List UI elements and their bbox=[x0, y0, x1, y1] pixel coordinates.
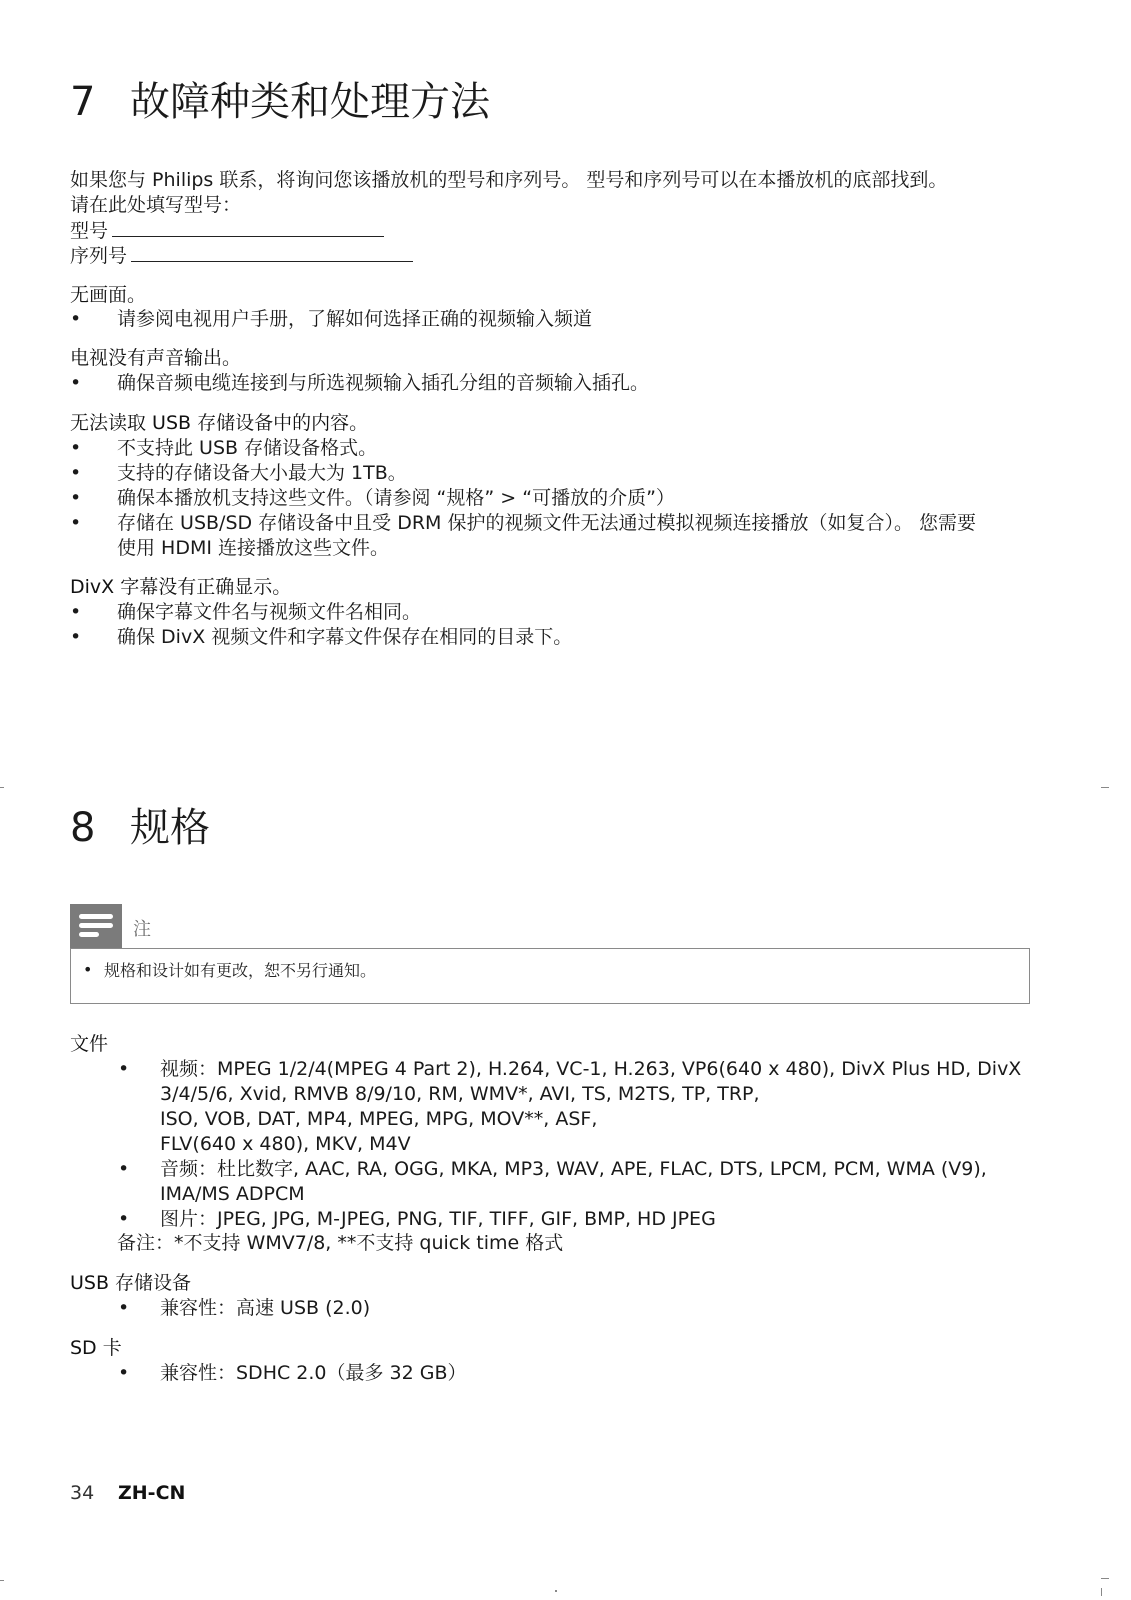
language-code: ZH-CN bbox=[118, 1482, 186, 1504]
usb-heading: USB 存储设备 bbox=[70, 1272, 192, 1294]
list-item-multiline: • 存储在 USB/SD 存储设备中且受 DRM 保护的视频文件无法通过模拟视频连接播放（如复合）。 您需要 使用 HDMI 连接播放这些文件。 bbox=[70, 512, 977, 559]
section-7-title bbox=[70, 78, 490, 126]
issue-list-no-picture bbox=[70, 307, 592, 332]
list-item: • 确保本播放机支持这些文件。（请参阅 “规格” > “可播放的介质”） bbox=[70, 487, 675, 509]
crop-mark-bottom-right bbox=[1101, 1578, 1109, 1579]
note-text: 规格和设计如有更改，恕不另行通知。 bbox=[104, 961, 377, 980]
video-formats-item: • 视频：MPEG 1/2/4(MPEG 4 Part 2), H.264, VC-1, H.263, VP6(640 x 480), DivX Plus HD, DivX 3/4/5/6, Xvid, RMVB 8/9/10, RM, WMV*, AVI, TS, M2TS, TP, TRP, ISO, VOB, DAT, MP4, MPEG, MPG, MOV**, ASF, FLV(640 x 480), MKV, M4V bbox=[118, 1058, 1022, 1155]
fill-prompt: 请在此处填写型号： bbox=[70, 194, 242, 216]
section-number: 7 bbox=[70, 79, 96, 125]
list-item: • 请参阅电视用户手册，了解如何选择正确的视频输入频道 bbox=[70, 308, 593, 330]
section-number: 8 bbox=[70, 805, 96, 851]
list-item: • 不支持此 USB 存储设备格式。 bbox=[70, 437, 378, 459]
intro-paragraph: 如果您与 Philips 联系，将询问您该播放机的型号和序列号。 型号和序列号可以在本播放机的底部找到。 bbox=[70, 169, 948, 191]
model-field bbox=[70, 218, 384, 244]
drm-item-line: 存储在 USB/SD 存储设备中且受 DRM 保护的视频文件无法通过模拟视频连接播放（如复合）。 您需要 bbox=[117, 512, 977, 534]
section-title-text: 规格 bbox=[130, 805, 210, 851]
model-label: 型号 bbox=[70, 220, 109, 242]
serial-label: 序列号 bbox=[70, 245, 128, 267]
note-label: 注 bbox=[133, 919, 151, 940]
crop-mark-bottom-right-v bbox=[1101, 1588, 1102, 1596]
issue-heading-divx: DivX 字幕没有正确显示。 bbox=[70, 576, 292, 598]
note-icon bbox=[70, 904, 122, 948]
list-item: • 确保 DivX 视频文件和字幕文件保存在相同的目录下。 bbox=[70, 626, 573, 648]
files-remark: 备注：*不支持 WMV7/8, **不支持 quick time 格式 bbox=[117, 1232, 564, 1254]
note-box bbox=[70, 948, 1030, 1004]
sd-heading: SD 卡 bbox=[70, 1337, 122, 1359]
drm-item-text bbox=[117, 511, 976, 561]
list-item: • 兼容性：高速 USB (2.0) bbox=[118, 1297, 371, 1319]
issue-list-usb bbox=[70, 436, 976, 561]
audio-formats-item: • 音频：杜比数字, AAC, RA, OGG, MKA, MP3, WAV, APE, FLAC, DTS, LPCM, PCM, WMA (V9), IMA/MS ADPCM bbox=[118, 1158, 987, 1205]
note-bullet: • bbox=[83, 960, 93, 979]
list-item: • 确保字幕文件名与视频文件名相同。 bbox=[70, 601, 422, 623]
picture-formats-item: • 图片：JPEG, JPG, M-JPEG, PNG, TIF, TIFF, GIF, BMP, HD JPEG bbox=[118, 1208, 716, 1230]
usb-list bbox=[70, 1296, 370, 1321]
page-number: 34 bbox=[70, 1482, 95, 1504]
issue-heading-no-sound: 电视没有声音输出。 bbox=[70, 347, 242, 369]
files-list bbox=[70, 1057, 1021, 1232]
crop-mark-bottom-center bbox=[555, 1590, 557, 1592]
serial-blank-line bbox=[131, 243, 413, 262]
issue-heading-usb: 无法读取 USB 存储设备中的内容。 bbox=[70, 412, 369, 434]
crop-mark-right-mid bbox=[1101, 787, 1109, 788]
model-blank-line bbox=[112, 218, 384, 237]
list-item: • 确保音频电缆连接到与所选视频输入插孔分组的音频输入插孔。 bbox=[70, 372, 650, 394]
files-heading: 文件 bbox=[70, 1033, 109, 1055]
issue-heading-no-picture: 无画面。 bbox=[70, 284, 147, 306]
section-8-title bbox=[70, 804, 210, 852]
section-title-text: 故障种类和处理方法 bbox=[130, 79, 490, 125]
list-item: • 支持的存储设备大小最大为 1TB。 bbox=[70, 462, 407, 484]
issue-list-no-sound bbox=[70, 371, 649, 396]
crop-mark-left-mid bbox=[0, 787, 4, 788]
note-icon-tab bbox=[70, 904, 122, 948]
drm-item-line: 使用 HDMI 连接播放这些文件。 bbox=[117, 537, 389, 559]
sd-list bbox=[70, 1361, 467, 1386]
serial-field bbox=[70, 243, 413, 269]
list-item: • 兼容性：SDHC 2.0（最多 32 GB） bbox=[118, 1362, 467, 1384]
issue-list-divx bbox=[70, 600, 572, 650]
crop-mark-bottom-left bbox=[0, 1580, 4, 1581]
